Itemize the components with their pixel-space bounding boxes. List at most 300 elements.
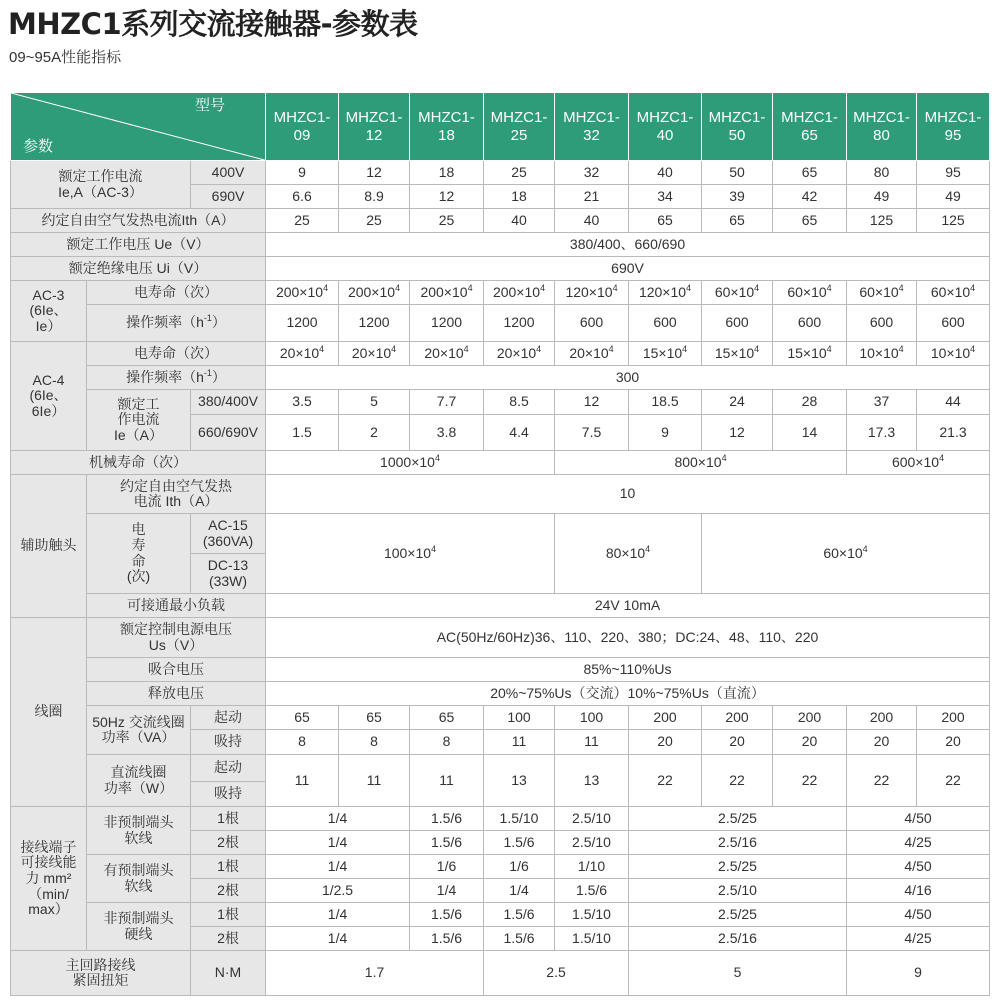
value-cell [484, 185, 555, 209]
row-label-cell [191, 390, 266, 415]
value-cell [410, 807, 484, 831]
value-cell [484, 161, 555, 185]
cell-text: 10×10 [859, 344, 899, 361]
cell-text: 12 [366, 163, 382, 180]
row-label-cell [191, 415, 266, 451]
value-cell [266, 831, 410, 855]
row-label-cell [191, 185, 266, 209]
cell-text: 电寿命（次） [134, 344, 218, 361]
value-cell [266, 390, 339, 415]
table-row [11, 514, 990, 554]
cell-superscript: 4 [754, 282, 760, 293]
cell-text: 65 [801, 163, 818, 180]
row-label-cell [191, 807, 266, 831]
cell-superscript: 4 [612, 282, 618, 293]
value-cell [484, 879, 555, 903]
value-cell [266, 514, 555, 594]
cell-text: 额定绝缘电压 Ui（V） [68, 259, 208, 276]
value-cell [484, 415, 555, 451]
value-cell [773, 342, 847, 366]
value-cell [555, 161, 629, 185]
value-cell [847, 706, 917, 730]
value-cell [702, 706, 773, 730]
value-cell [555, 451, 847, 475]
cell-text: 65 [366, 708, 382, 725]
cell-text: 80×10 [605, 544, 646, 561]
value-cell [266, 658, 990, 682]
cell-text: 1/4 [327, 833, 348, 850]
value-cell [266, 305, 339, 342]
value-cell [773, 415, 847, 451]
value-cell [555, 415, 629, 451]
cell-text: 可接通最小负载 [127, 596, 225, 613]
cell-text: 额定工作电压 Ue（V） [66, 235, 210, 252]
cell-text: 200×10 [275, 283, 324, 300]
cell-superscript: 4 [540, 282, 546, 293]
value-cell [339, 706, 410, 730]
value-cell [847, 831, 990, 855]
cell-text: 125 [869, 211, 894, 228]
cell-text: 42 [801, 187, 818, 204]
model-header-cell: MHZC1- 65 [773, 93, 847, 161]
cell-text: 20 [657, 733, 673, 750]
value-cell [773, 281, 847, 305]
value-cell [266, 706, 339, 730]
cell-text: 37 [873, 393, 890, 410]
value-cell [917, 390, 990, 415]
cell-superscript: 4 [970, 343, 976, 354]
value-cell [266, 233, 990, 257]
cell-text: 2根 [217, 881, 239, 898]
row-label-cell [191, 161, 266, 185]
cell-text: 1.5/6 [503, 905, 535, 922]
table-row [11, 305, 990, 342]
value-cell [917, 755, 990, 807]
value-cell [629, 415, 702, 451]
cell-text: DC-13 (33W) [207, 557, 249, 589]
cell-superscript: 4 [463, 343, 469, 354]
cell-text: 50Hz 交流线圈 功率（VA） [92, 713, 185, 746]
value-cell [410, 185, 484, 209]
value-cell [266, 682, 990, 706]
cell-text: 24 [729, 393, 745, 410]
cell-text: 4/16 [904, 881, 932, 898]
model-header-cell: MHZC1- 95 [917, 93, 990, 161]
cell-text: 200 [653, 708, 677, 725]
cell-text: 2.5/16 [718, 929, 757, 946]
value-cell [339, 755, 410, 807]
cell-text: 操作频率（h [126, 368, 204, 385]
value-cell [410, 831, 484, 855]
cell-text: 22 [945, 771, 961, 788]
cell-text: 辅助触头 [20, 537, 77, 554]
model-label: 型号 [195, 97, 226, 114]
row-label-cell [191, 951, 266, 996]
value-cell [847, 951, 990, 996]
value-cell [410, 879, 484, 903]
value-cell [266, 451, 555, 475]
cell-text: 15×10 [787, 344, 827, 361]
cell-text: 60×10 [930, 283, 971, 300]
cell-superscript: 4 [970, 282, 976, 293]
value-cell [847, 390, 917, 415]
value-cell [484, 281, 555, 305]
cell-text: 接线端子 可接线能 力 mm² （min/ max） [20, 838, 77, 918]
value-cell [339, 415, 410, 451]
value-cell [629, 342, 702, 366]
value-cell [484, 305, 555, 342]
cell-text: 690V [211, 187, 245, 204]
value-cell [339, 390, 410, 415]
model-header-cell: MHZC1- 40 [629, 93, 702, 161]
cell-text: 25 [511, 163, 527, 180]
cell-text: 17.3 [867, 423, 896, 440]
value-cell [629, 161, 702, 185]
cell-text: 1200 [286, 314, 318, 331]
row-label-cell [87, 594, 266, 618]
value-cell [773, 305, 847, 342]
cell-text: 18 [511, 187, 527, 204]
cell-text: 400V [211, 163, 245, 180]
cell-text: 7.5 [581, 423, 602, 440]
cell-superscript: 4 [319, 343, 325, 354]
row-label-cell [11, 209, 266, 233]
cell-text: 2.5/16 [718, 833, 757, 850]
cell-text: 1根 [217, 857, 239, 874]
table-row [11, 257, 990, 281]
value-cell [847, 927, 990, 951]
cell-text: 40 [657, 163, 673, 180]
row-label-cell [87, 658, 266, 682]
value-cell [410, 209, 484, 233]
value-cell [484, 927, 555, 951]
cell-text: 12 [729, 423, 745, 440]
value-cell [555, 305, 629, 342]
cell-text: 1/2.5 [321, 881, 354, 898]
cell-text: 80 [873, 163, 890, 180]
cell-superscript: 4 [898, 343, 904, 354]
cell-text: 1/4 [327, 857, 348, 874]
value-cell [629, 706, 702, 730]
cell-text: AC(50Hz/60Hz)36、110、220、380；DC:24、48、110、220 [436, 628, 819, 645]
cell-superscript: 4 [898, 282, 904, 293]
value-cell [629, 305, 702, 342]
value-cell [339, 281, 410, 305]
model-header-cell: MHZC1- 25 [484, 93, 555, 161]
row-label-cell [87, 514, 191, 594]
cell-text: 120×10 [638, 283, 687, 300]
value-cell [702, 305, 773, 342]
cell-text: 线圈 [34, 703, 63, 720]
cell-text: 释放电压 [148, 684, 204, 701]
cell-text: 2根 [217, 833, 239, 850]
cell-text: 1.5/10 [499, 809, 539, 826]
header-row [11, 93, 990, 161]
cell-text: 吸持 [214, 785, 242, 802]
row-label-cell [87, 855, 191, 903]
value-cell [629, 755, 702, 807]
row-label-cell [191, 706, 266, 730]
value-cell [773, 390, 847, 415]
cell-text: 2.5/25 [718, 857, 757, 874]
value-cell [410, 305, 484, 342]
value-cell [410, 730, 484, 755]
table-row [11, 342, 990, 366]
cell-text: 600 [869, 314, 894, 331]
cell-text: 49 [873, 187, 890, 204]
cell-text: 9 [661, 423, 669, 440]
cell-text: 11 [294, 771, 310, 788]
cell-superscript: 4 [467, 282, 473, 293]
value-cell [917, 305, 990, 342]
value-cell [847, 879, 990, 903]
cell-text: 200 [797, 708, 822, 725]
value-cell [917, 730, 990, 755]
cell-text: 50 [729, 163, 745, 180]
value-cell [702, 209, 773, 233]
cell-text: 200×10 [492, 283, 541, 300]
cell-text: 49 [945, 187, 961, 204]
table-row [11, 658, 990, 682]
value-cell [484, 342, 555, 366]
row-label-cell [11, 951, 191, 996]
value-cell [917, 415, 990, 451]
cell-text: 95 [945, 163, 961, 180]
value-cell [629, 730, 702, 755]
cell-text: 1/10 [577, 857, 606, 874]
cell-text: 20 [801, 733, 818, 750]
cell-text: 20×10 [424, 344, 464, 361]
value-cell [410, 903, 484, 927]
cell-text: 1.5/6 [430, 905, 463, 922]
table-row [11, 281, 990, 305]
cell-superscript: 4 [434, 452, 440, 463]
value-cell [555, 903, 629, 927]
table-row [11, 755, 990, 782]
table-row [11, 161, 990, 185]
cell-text: 有预制端头 软线 [103, 862, 174, 894]
cell-text: 9 [914, 964, 922, 981]
value-cell [266, 257, 990, 281]
cell-text: 22 [873, 771, 890, 788]
value-cell [702, 514, 990, 594]
cell-text: 电寿命（次） [134, 283, 218, 300]
value-cell [484, 755, 555, 807]
cell-text: 11 [584, 733, 599, 750]
value-cell [629, 879, 847, 903]
cell-text: 28 [801, 393, 818, 410]
row-label-cell [87, 281, 266, 305]
cell-text: 5 [370, 393, 378, 410]
cell-text: 25 [438, 211, 455, 228]
cell-text: 65 [438, 708, 455, 725]
cell-text: 1/4 [509, 881, 529, 898]
value-cell [555, 879, 629, 903]
table-row [11, 855, 990, 879]
cell-superscript: 4 [826, 282, 832, 293]
table-row [11, 903, 990, 927]
cell-superscript: 4 [431, 543, 437, 554]
cell-superscript: 4 [682, 343, 688, 354]
cell-text: 1.5/10 [572, 929, 611, 946]
cell-text: 操作频率（h [126, 314, 204, 331]
cell-text: 65 [729, 211, 745, 228]
row-label-cell [11, 161, 191, 209]
value-cell [266, 755, 339, 807]
row-label-cell [11, 281, 87, 342]
value-cell [410, 281, 484, 305]
cell-text: 600 [797, 314, 822, 331]
cell-text: 1.5/6 [430, 929, 463, 946]
cell-superscript: 4 [608, 343, 614, 354]
cell-text: 8 [298, 733, 306, 750]
cell-text: AC-4 (6Ie、 6Ie） [29, 371, 68, 420]
cell-text: 8.9 [364, 187, 384, 204]
cell-text: 非预制端头 硬线 [103, 910, 174, 942]
cell-text: 吸合电压 [148, 660, 204, 677]
cell-text: 3.8 [436, 423, 457, 440]
cell-text: 4/50 [904, 905, 932, 922]
cell-text: 22 [657, 771, 673, 788]
value-cell [629, 855, 847, 879]
cell-text: 20 [729, 733, 745, 750]
value-cell [847, 161, 917, 185]
value-cell [484, 855, 555, 879]
cell-superscript: 4 [323, 282, 329, 293]
cell-text: 2.5/10 [572, 833, 611, 850]
value-cell [555, 281, 629, 305]
cell-text: 7.7 [436, 393, 457, 410]
cell-text: 1根 [217, 809, 239, 826]
model-header-cell: MHZC1- 50 [702, 93, 773, 161]
cell-text: 40 [511, 211, 527, 228]
cell-text: 4/50 [904, 857, 932, 874]
cell-text: 125 [941, 211, 965, 228]
cell-text: 8 [442, 733, 451, 750]
cell-text: 1200 [358, 314, 390, 331]
cell-text: 1/4 [327, 905, 348, 922]
value-cell [266, 161, 339, 185]
row-label-cell [87, 706, 191, 755]
cell-text: 13 [511, 771, 527, 788]
cell-text: 1.5 [292, 423, 312, 440]
row-label-cell [11, 257, 266, 281]
value-cell [266, 855, 410, 879]
row-label-cell [11, 807, 87, 951]
value-cell [702, 185, 773, 209]
cell-text: 200×10 [420, 283, 468, 300]
cell-superscript: 4 [395, 282, 401, 293]
model-header-cell: MHZC1- 80 [847, 93, 917, 161]
cell-text: 15×10 [642, 344, 683, 361]
row-label-cell [191, 554, 266, 594]
value-cell [266, 879, 410, 903]
cell-text: 600 [941, 314, 965, 331]
cell-superscript: 4 [862, 543, 868, 554]
cell-text: 电 寿 命 (次) [126, 521, 151, 585]
model-header-cell: MHZC1- 32 [555, 93, 629, 161]
value-cell [702, 281, 773, 305]
cell-text: 1/4 [327, 929, 348, 946]
value-cell [555, 730, 629, 755]
value-cell [266, 903, 410, 927]
cell-text: 机械寿命（次） [89, 453, 187, 470]
cell-text: 44 [945, 393, 961, 410]
cell-text: 200×10 [347, 283, 396, 300]
cell-text: 60×10 [714, 283, 755, 300]
value-cell [847, 185, 917, 209]
row-label-cell [191, 879, 266, 903]
cell-superscript: 4 [754, 343, 760, 354]
row-label-cell [11, 451, 266, 475]
cell-text: 18.5 [651, 393, 679, 410]
cell-text: 1000×10 [380, 453, 435, 470]
cell-text: 380/400V [198, 393, 258, 410]
row-label-cell [87, 390, 191, 451]
value-cell [266, 927, 410, 951]
cell-text: 100×10 [383, 544, 432, 561]
value-cell [847, 807, 990, 831]
cell-text: 1根 [217, 905, 239, 922]
cell-text: 20×10 [569, 344, 609, 361]
cell-text: 5 [733, 964, 742, 981]
cell-text: 65 [294, 708, 310, 725]
model-header-cell: MHZC1- 09 [266, 93, 339, 161]
cell-text: 9 [298, 163, 306, 180]
cell-superscript: -1 [203, 313, 212, 324]
value-cell [484, 807, 555, 831]
value-cell [266, 618, 990, 658]
cell-text: 约定自由空气发热 电流 Ith（A） [120, 477, 232, 510]
cell-text: 60×10 [823, 544, 863, 561]
cell-text: 22 [729, 771, 745, 788]
value-cell [339, 185, 410, 209]
row-label-cell [87, 366, 266, 390]
cell-text: 1/6 [436, 857, 457, 874]
cell-text: 3.5 [292, 393, 312, 410]
cell-text: 18 [438, 163, 455, 180]
cell-text: 14 [801, 423, 818, 440]
cell-text: 65 [657, 211, 673, 228]
cell-superscript: 4 [939, 452, 945, 463]
cell-text: 4/25 [904, 929, 932, 946]
value-cell [410, 161, 484, 185]
value-cell [339, 305, 410, 342]
cell-text: 约定自由空气发热电流Ith（A） [41, 211, 235, 228]
cell-text: 60×10 [787, 283, 827, 300]
cell-text: 100 [507, 708, 531, 725]
cell-text: 1.5/6 [575, 881, 608, 898]
cell-text: 1.5/10 [572, 905, 611, 922]
cell-text: 65 [801, 211, 818, 228]
page-subtitle: 09~95A性能指标 [9, 49, 122, 66]
value-cell [702, 730, 773, 755]
cell-text: 100 [579, 708, 604, 725]
cell-text: 4/25 [904, 833, 932, 850]
cell-text: 12 [583, 393, 600, 410]
row-label-cell [87, 475, 266, 514]
cell-superscript: -1 [203, 367, 212, 378]
value-cell [847, 855, 990, 879]
cell-text: 1/4 [436, 881, 457, 898]
cell-superscript: 4 [645, 543, 651, 554]
cell-text: 21 [583, 187, 600, 204]
cell-text: 12 [438, 187, 455, 204]
value-cell [629, 281, 702, 305]
cell-text: 10 [619, 485, 636, 502]
cell-text: 39 [729, 187, 745, 204]
value-cell [339, 209, 410, 233]
